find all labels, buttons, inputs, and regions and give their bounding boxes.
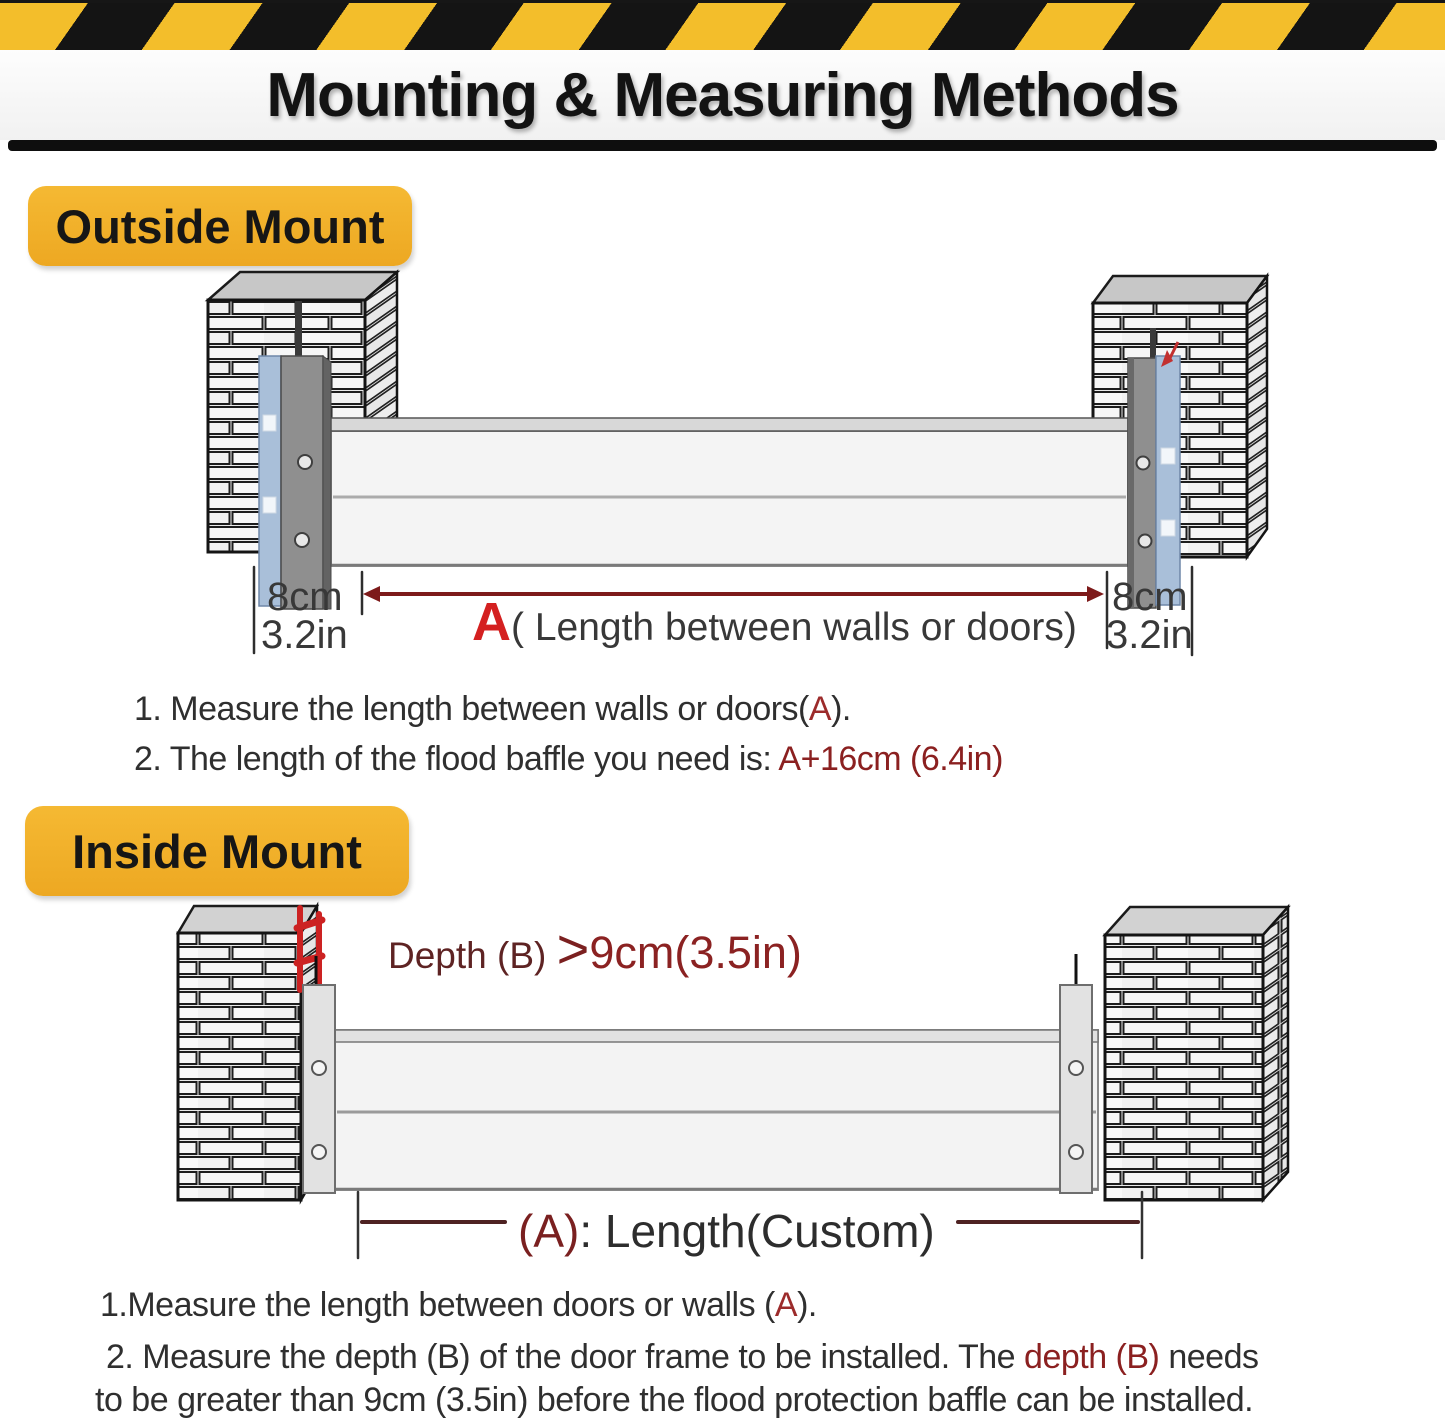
pillar-front-face: [178, 933, 301, 1200]
inside-right-pillar: [1105, 907, 1288, 1200]
depth-label-value: 9cm(3.5in): [589, 927, 802, 978]
plate-body: [303, 985, 335, 1193]
inside-mount-diagram: [0, 900, 1445, 1268]
inside-step2-text: 2. Measure the depth (B) of the door frame to be installed. The: [106, 1338, 1025, 1376]
dim-8cm-left: 8cm: [267, 575, 343, 619]
outside-step1-A: A: [808, 690, 832, 728]
dim-3-2in-right: 3.2in: [1106, 613, 1193, 657]
outside-step-1: [134, 690, 851, 729]
seal-strip: [259, 356, 281, 606]
screw-hole: [1069, 1061, 1083, 1075]
outside-mount-badge-label: Outside Mount: [55, 199, 385, 253]
seal-highlight: [1161, 520, 1175, 536]
inside-step-1: [100, 1286, 817, 1325]
seal-highlight: [263, 415, 276, 431]
inside-step1-A: A: [774, 1286, 798, 1324]
screw-hole: [295, 533, 309, 547]
right-mounting-channel: [1128, 342, 1180, 608]
left-mounting-channel: [259, 356, 331, 609]
inside-left-pillar: [178, 906, 317, 1200]
channel-side: [1128, 358, 1134, 608]
pillar-side-face: [1247, 276, 1267, 557]
page-title: Mounting & Measuring Methods: [266, 60, 1179, 130]
inside-flood-barrier: [335, 1030, 1098, 1190]
barrier-top-rail: [331, 418, 1128, 431]
span-label-text: ( Length between walls or doors): [511, 606, 1077, 649]
screw-hole: [298, 455, 312, 469]
outside-step2-text: 2. The length of the flood baffle you need is:: [134, 740, 779, 778]
seal-highlight: [1161, 448, 1175, 464]
arrowhead-left: [363, 586, 380, 602]
channel-front: [281, 356, 323, 609]
inside-mount-badge-label: Inside Mount: [72, 824, 362, 878]
screw-hole: [1139, 535, 1152, 548]
flood-barrier: [331, 418, 1128, 566]
pillar-side-face: [1263, 907, 1288, 1200]
span-label-A: A: [472, 592, 511, 652]
inside-step2-continued: to be greater than 9cm (3.5in) before the flood protection baffle can be installed.: [95, 1381, 1254, 1419]
right-mounting-plate: [1060, 954, 1092, 1193]
inside-step-2-line2: [95, 1381, 1253, 1420]
seal-highlight: [263, 497, 276, 513]
length-custom-label: [518, 1205, 935, 1257]
inside-dimensions: [358, 1192, 1142, 1258]
inside-step-2-line1: [106, 1338, 1258, 1377]
inside-step2-depth-b: depth (B): [1024, 1338, 1160, 1376]
screw-hole: [312, 1145, 326, 1159]
caution-stripe-band: [0, 0, 1445, 53]
screw-hole: [1137, 457, 1150, 470]
depth-label: [388, 917, 802, 980]
barrier-panel: [335, 1030, 1098, 1190]
pillar-top-face: [1093, 276, 1267, 303]
dim-8cm-right: 8cm: [1112, 575, 1188, 619]
outside-step1-text: 1. Measure the length between walls or doors(: [134, 690, 809, 728]
length-label-text: : Length(Custom): [579, 1205, 935, 1257]
outside-step1-close: ).: [831, 690, 851, 728]
outside-step2-formula: A+16cm (6.4in): [778, 740, 1003, 778]
outside-mount-diagram: [0, 255, 1445, 665]
inside-step1-close: ).: [797, 1286, 817, 1324]
seal-strip: [1156, 356, 1180, 605]
length-label-A: (A): [518, 1205, 580, 1257]
outside-mount-badge: [28, 186, 412, 266]
outside-step-2: [134, 740, 1003, 779]
left-mounting-plate: [303, 956, 335, 1193]
screw-hole: [312, 1061, 326, 1075]
title-underline-bar: [8, 140, 1437, 151]
span-length-label: [472, 592, 1077, 652]
arrowhead-right: [1087, 586, 1104, 602]
outside-dimensions: [254, 567, 1193, 657]
pillar-top-face: [1105, 907, 1288, 935]
inside-step2-post: needs: [1159, 1338, 1259, 1376]
title-band: [0, 50, 1445, 140]
inside-step1-text: 1.Measure the length between doors or walls (: [100, 1286, 775, 1324]
screw-hole: [1069, 1145, 1083, 1159]
greater-than-sign: >: [556, 917, 590, 980]
plate-body: [1060, 985, 1092, 1193]
frame-slot: [295, 301, 302, 359]
inside-mount-badge: [25, 806, 409, 896]
dim-3-2in-left: 3.2in: [261, 613, 348, 657]
depth-label-prefix: Depth (B): [388, 935, 557, 976]
channel-side: [323, 356, 331, 609]
barrier-top-rail: [335, 1030, 1098, 1042]
pillar-front-face: [1105, 935, 1263, 1200]
